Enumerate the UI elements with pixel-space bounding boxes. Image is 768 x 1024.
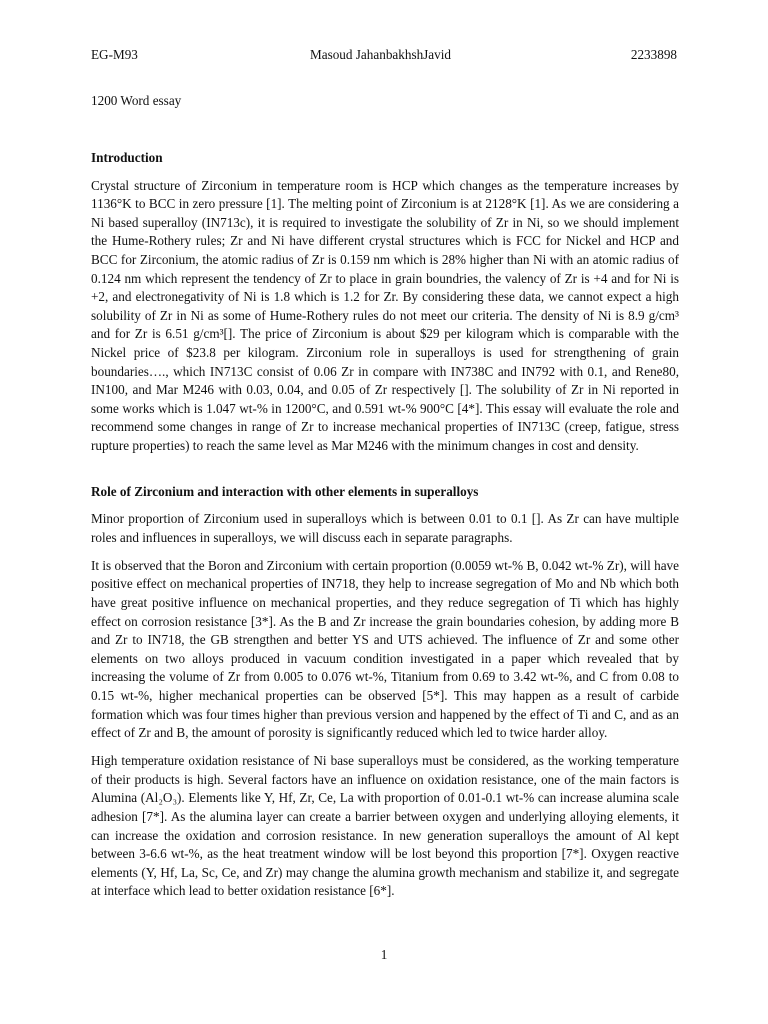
page-header [91,46,677,64]
course-code: EG-M93 [91,47,138,62]
author-name: Masoud JahanbakhshJavid [310,47,452,62]
paragraph: High temperature oxidation resistance of Ni base superalloys must be considered, as the working temperature of their products is high. Several factors have an influence on oxidation resistance, one of the main factors is Alumina (Al₂O₃). Elements like Y, Hf, Zr, Ce, La with proportion of 0.01-0.1 wt-% can increase alumina scale adhesion [7*]. As the alumina layer can create a barrier between oxygen and underlying alloying elements, it can increase the oxidation and corrosion resistance. In new generation superalloys the amount of Al kept between 3-6.6 wt-%, as the heat treatment window will be lost beyond this proportion [7*]. Oxygen reactive elements (Y, Hf, La, Sc, Ce, and Zr) may change the alumina growth mechanism and stabilize it, and segregate at interface which lead to better oxidation resistance [6*]. [91,753,679,899]
section-introduction [91,149,679,456]
essay-body [91,149,679,910]
paragraph: Minor proportion of Zirconium used in superalloys which is between 0.01 to 0.1 []. As Zr can have multiple roles and influences in superalloys, we will discuss each in separate paragraphs. [91,511,679,545]
section-heading: Role of Zirconium and interaction with other elements in superalloys [91,483,479,499]
student-id: 2233898 [630,47,677,62]
section-role-of-zirconium [91,483,679,901]
paragraph: Crystal structure of Zirconium in temperature room is HCP which changes as the temperature increases by 1136°K to BCC in zero pressure [1]. The melting point of Zirconium is at 2128°K [1]. As we are considering a Ni based superalloy (IN713c), it is required to investigate the solubility of Zr in Ni, so we should implement the Hume-Rothery rules; Zr and Ni have different crystal structures which is FCC for Nickel and HCP and BCC for Zirconium, the atomic radius of Zr is 0.159 nm which is 28% higher than Ni with an atomic radius of 0.124 nm which represent the tendency of Zr to place in grain boundries, the valency of Zr is +4 and for Ni is +2, and electronegativity of Ni is 1.8 which is 1.2 for Zr. By considering these data, we cannot expect a high solubility of Zr in Ni as some of Hume-Rothery rules do not meet our criteria. The density of Ni is 8.9 g/cm³ and for Zr is 6.51 g/cm³[]. The price of Zirconium is about $29 per kilogram which is comparable with the Nickel price of $23.8 per kilogram. Zirconium role in superalloys is used for strengthening of grain boundaries…., which IN713C consist of 0.06 Zr in compare with IN738C and IN792 with 0.1, and Rene80, IN100, and Mar M246 with 0.03, 0.04, and 0.05 of Zr respectively []. The solubility of Zr in Ni reported in some works which is 1.047 wt-% in 1200°C, and 0.591 wt-% 900°C [4*]. This essay will evaluate the role and recommend some changes in range of Zr to increase mechanical properties of IN713C (creep, fatigue, stress rupture properties) to reach the same level as Mar M246 with the minimum changes in cost and density. [91,177,679,453]
essay-subtitle: 1200 Word essay [91,93,182,108]
page-number: 1 [380,947,388,962]
section-heading: Introduction [91,150,163,165]
paragraph: It is observed that the Boron and Zirconium with certain proportion (0.0059 wt-% B, 0.042 wt-% Zr), will have positive effect on mechanical properties of IN718, they help to increase segregation of Mo and Nb which both have great positive influence on mechanical properties, and they reduce segregation of Ti which has highly effect on corrosion resistance [3*]. As the B and Zr increase the grain boundaries cohesion, by adding more B and Zr to IN718, the GB strengthen and better YS and UTS achieved. The influence of Zr and some other elements on two alloys produced in vacuum condition investigated in a paper which revealed that by increasing the volume of Zr from 0.005 to 0.076 wt-%, Titanium from 0.69 to 3.42 wt-%, and C from 0.08 to 0.15 wt-%, higher mechanical properties can be observed [5*]. This may happen as a result of carbide formation which was four times higher than previous version and happened by the effect of Ti and C, and as an effect of Zr and B, the amount of porosity is significantly reduced which led to twice harder alloy. [91,557,679,741]
